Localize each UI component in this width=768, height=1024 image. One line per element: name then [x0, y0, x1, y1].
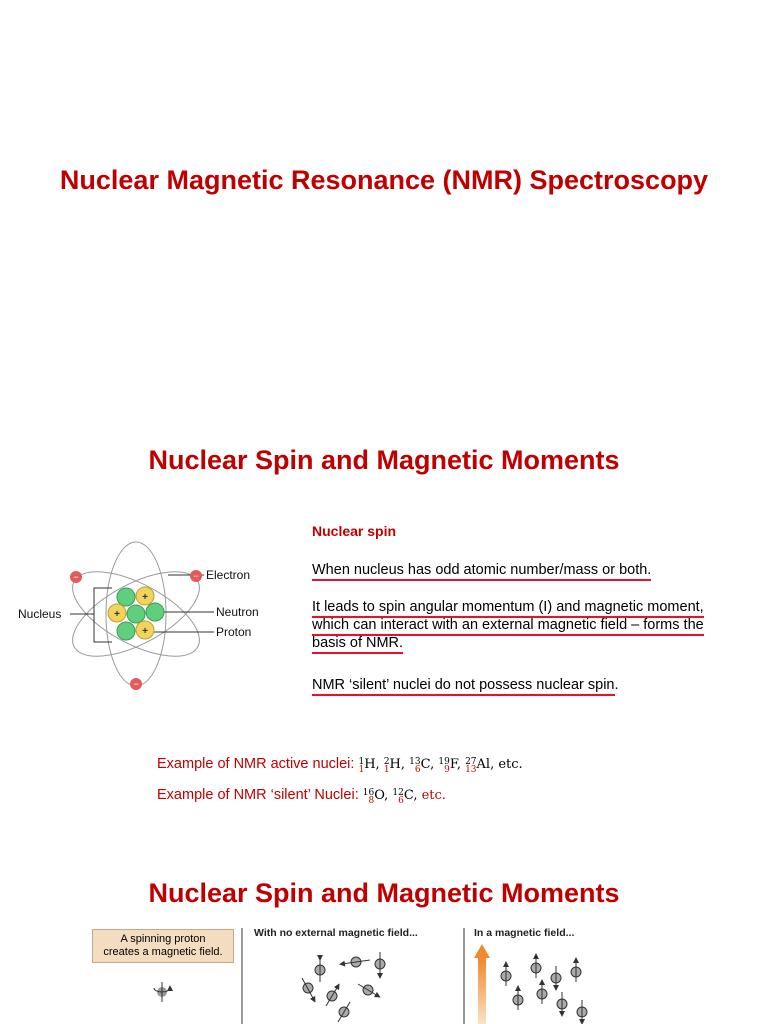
label-electron: Electron	[206, 568, 251, 582]
field-arrow	[478, 958, 486, 1024]
silent-nuclei-text: NMR ‘silent’ nuclei do not possess nuclear spin	[312, 677, 615, 696]
random-spins	[302, 952, 385, 1022]
silent-nuclei-label: Example of NMR ‘silent’ Nuclei:	[157, 787, 359, 803]
silent-etc: etc.	[421, 788, 446, 803]
spinning-proton-icon	[154, 982, 170, 1002]
isotope-symbol: 12 6 C	[392, 788, 414, 806]
odd-number-text: When nucleus has odd atomic number/mass or both.	[312, 562, 651, 581]
slide-title-nmr: Nuclear Magnetic Resonance (NMR) Spectroscopy	[59, 165, 709, 195]
odd-number-statement	[312, 561, 651, 579]
active-nuclei-example	[157, 756, 523, 774]
svg-text:+: +	[114, 609, 120, 620]
silent-nuclei-example	[157, 787, 446, 805]
isotope-symbol: 2 1 H	[383, 757, 401, 775]
isotope-symbol: 27 13 Al	[465, 757, 491, 775]
svg-text:−: −	[133, 679, 139, 689]
label-neutron: Neutron	[216, 605, 259, 619]
label-nucleus: Nucleus	[18, 607, 62, 621]
atom-diagram	[14, 538, 284, 698]
isotope-symbol: 1 1 H	[358, 757, 376, 775]
period: .	[614, 677, 619, 693]
field-panel-label: In a magnetic field...	[474, 927, 575, 939]
isotope-symbol: 16 8 O	[362, 788, 385, 806]
caption-line: creates a magnetic field.	[103, 946, 223, 958]
para-line: basis of NMR.	[312, 635, 403, 654]
etc-text: etc.	[498, 757, 523, 772]
neutron-particle	[117, 588, 135, 606]
para-line: It leads to spin angular momentum (I) and magnetic moment,	[312, 599, 704, 618]
neutron-particle	[146, 603, 164, 621]
svg-text:+: +	[142, 592, 148, 603]
neutron-particle	[117, 622, 135, 640]
active-nuclei-list: 1 1 H, 2 1 H, 13 6 C, 19 9 F, 27 13 Al, etc.	[358, 757, 523, 775]
svg-text:+: +	[142, 626, 148, 637]
isotope-symbol: 13 6 C	[409, 757, 431, 775]
caption-line: A spinning proton	[120, 933, 206, 945]
slide-title-spin-2: Nuclear Spin and Magnetic Moments	[148, 878, 620, 908]
active-nuclei-label: Example of NMR active nuclei:	[157, 756, 355, 772]
silent-nuclei-statement	[312, 676, 619, 694]
silent-nuclei-list: 16 8 O, 12 6 C,	[362, 788, 422, 806]
no-field-panel-label: With no external magnetic field...	[254, 927, 418, 939]
slide-title-spin: Nuclear Spin and Magnetic Moments	[148, 445, 620, 475]
nuclear-spin-heading: Nuclear spin	[312, 523, 397, 539]
para-line: which can interact with an external magnetic field – forms the	[312, 617, 704, 636]
neutron-particle	[127, 605, 145, 623]
svg-text:−: −	[73, 572, 79, 582]
svg-text:−: −	[193, 571, 199, 581]
spin-momentum-paragraph	[312, 598, 752, 652]
aligned-spins	[501, 956, 587, 1022]
label-proton: Proton	[216, 625, 252, 639]
spin-alignment-figure	[86, 922, 606, 1024]
isotope-symbol: 19 9 F	[438, 757, 457, 775]
